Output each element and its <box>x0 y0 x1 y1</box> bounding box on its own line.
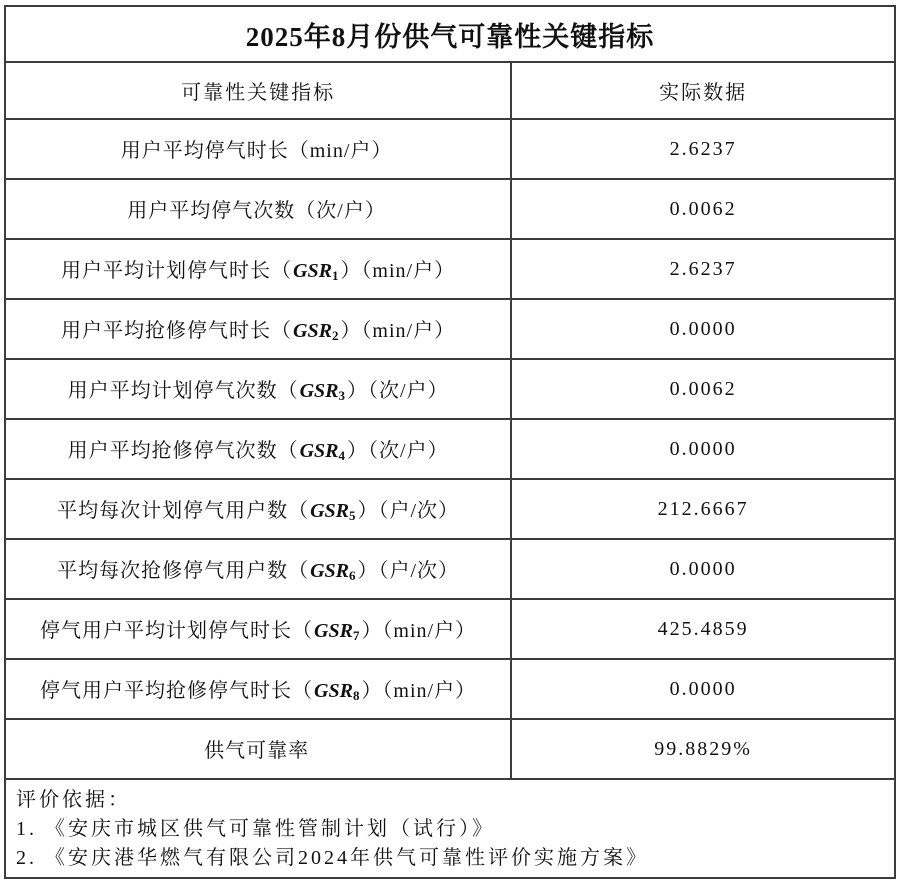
table-row <box>6 540 894 600</box>
value-cell <box>512 660 894 718</box>
indicator-cell <box>6 420 512 478</box>
gsr-subscript: 6 <box>349 568 356 583</box>
indicator-cell <box>6 300 512 358</box>
indicator-label: 平均每次计划停气用户数（$GSR_5$ ）（户/次） <box>57 500 460 523</box>
indicator-cell <box>6 540 512 598</box>
indicator-value: 99.8829% <box>654 737 752 760</box>
table-row <box>6 300 894 360</box>
value-cell <box>512 540 894 598</box>
header-indicator-label: 可靠性关键指标 <box>181 82 336 105</box>
indicator-label: 用户平均抢修停气时长（$GSR_2$ ）（min/户） <box>61 320 456 343</box>
table-footer <box>6 780 894 877</box>
indicator-cell <box>6 120 512 178</box>
gsr-subscript: 7 <box>352 628 360 643</box>
gsr-symbol <box>392 140 393 162</box>
value-cell <box>512 600 894 658</box>
indicator-cell <box>6 480 512 538</box>
value-cell <box>512 720 894 778</box>
table-row <box>6 720 894 780</box>
header-value-cell <box>512 63 894 118</box>
value-cell <box>512 180 894 238</box>
indicator-label: 供气可靠率 <box>204 740 310 762</box>
gsr-symbol <box>309 740 310 762</box>
indicator-value: 0.0062 <box>669 377 737 400</box>
indicator-value: 0.0000 <box>669 677 737 700</box>
indicator-value: 0.0000 <box>669 437 737 460</box>
gsr-symbol: GSR <box>310 560 349 582</box>
footer-heading: 评价依据： <box>16 789 131 811</box>
indicator-label: 停气用户平均抢修停气时长（$GSR_8$ ）（min/户） <box>40 680 477 703</box>
table-title <box>6 7 894 63</box>
gsr-symbol: GSR <box>299 380 339 402</box>
footer-reference-1: 1. 《安庆市城区供气可靠性管制计划（试行）》 <box>16 818 495 840</box>
indicator-value: 212.6667 <box>657 497 749 520</box>
table-row <box>6 120 894 180</box>
value-cell <box>512 480 894 538</box>
gsr-symbol: GSR <box>299 440 339 462</box>
value-cell <box>512 120 894 178</box>
indicator-label: 用户平均停气时长（min/户） <box>120 140 393 162</box>
indicator-value: 0.0000 <box>669 557 737 580</box>
indicator-label: 用户平均停气次数（次/户） <box>127 200 386 222</box>
gsr-symbol <box>386 200 387 222</box>
gsr-subscript: 1 <box>331 268 339 283</box>
table-row <box>6 480 894 540</box>
value-cell <box>512 360 894 418</box>
gsr-subscript: 5 <box>349 508 356 523</box>
gsr-symbol: GSR <box>314 680 353 702</box>
indicator-value: 0.0000 <box>669 317 737 340</box>
indicator-cell <box>6 660 512 718</box>
indicator-value: 0.0062 <box>669 197 737 220</box>
indicator-label: 用户平均抢修停气次数（$GSR_4$ ）（次/户） <box>67 440 449 463</box>
table-row <box>6 600 894 660</box>
indicator-cell <box>6 600 512 658</box>
gsr-subscript: 4 <box>338 448 345 463</box>
indicator-cell <box>6 180 512 238</box>
value-cell <box>512 420 894 478</box>
gsr-symbol: GSR <box>314 620 353 642</box>
indicator-cell <box>6 360 512 418</box>
reliability-indicator-table <box>4 5 896 879</box>
table-title-text: 2025年8月份供气可靠性关键指标 <box>245 21 655 52</box>
indicator-label: 用户平均计划停气次数（$GSR_3$ ）（次/户） <box>67 380 449 403</box>
header-value-label: 实际数据 <box>659 82 748 105</box>
table-header-row <box>6 63 894 120</box>
indicator-label: 平均每次抢修停气用户数（$GSR_6$ ）（户/次） <box>57 560 460 583</box>
indicator-cell <box>6 720 512 778</box>
gsr-symbol: GSR <box>293 260 332 282</box>
indicator-label: 停气用户平均计划停气时长（$GSR_7$ ）（min/户） <box>40 620 477 643</box>
indicator-value: 2.6237 <box>669 137 737 160</box>
indicator-cell <box>6 240 512 298</box>
table-row <box>6 360 894 420</box>
table-row <box>6 240 894 300</box>
footer-reference-2: 2. 《安庆港华燃气有限公司2024年供气可靠性评价实施方案》 <box>16 847 649 869</box>
value-cell <box>512 300 894 358</box>
gsr-symbol: GSR <box>310 500 349 522</box>
indicator-value: 425.4859 <box>657 617 749 640</box>
table-row <box>6 180 894 240</box>
table-row <box>6 660 894 720</box>
gsr-symbol: GSR <box>293 320 332 342</box>
table-row <box>6 420 894 480</box>
gsr-subscript: 3 <box>338 388 345 403</box>
header-indicator-cell <box>6 63 512 118</box>
indicator-label: 用户平均计划停气时长（$GSR_1$ ）（min/户） <box>61 260 456 283</box>
indicator-value: 2.6237 <box>669 257 737 280</box>
gsr-subscript: 2 <box>331 328 339 343</box>
value-cell <box>512 240 894 298</box>
table-body <box>6 120 894 780</box>
gsr-subscript: 8 <box>352 688 360 703</box>
